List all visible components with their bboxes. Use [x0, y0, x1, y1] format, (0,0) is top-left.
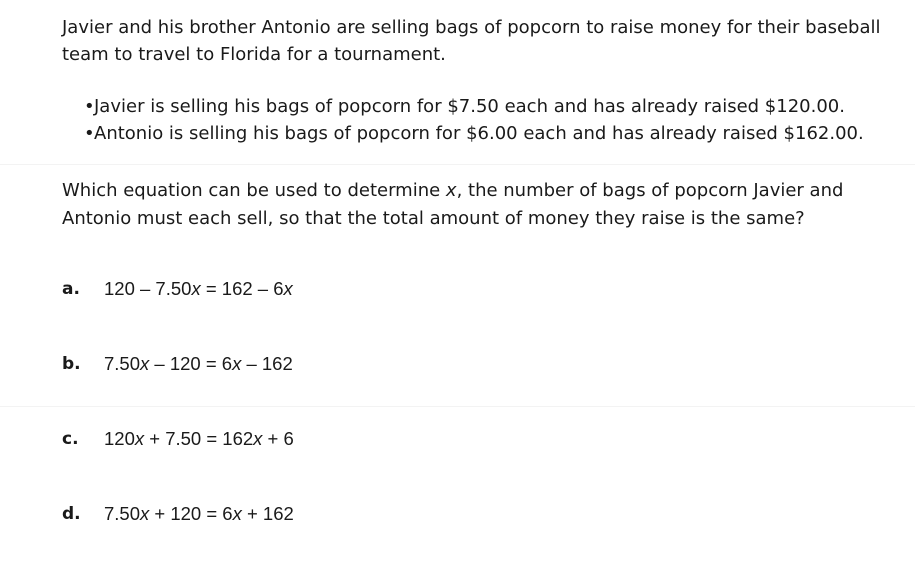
fact-text: Javier is selling his bags of popcorn for $7.50 each and has already raised $120.00.: [94, 96, 845, 117]
bullet-marker: •: [84, 96, 95, 117]
choice-letter: a.: [62, 279, 80, 299]
answer-choice-d[interactable]: [62, 502, 294, 526]
question-variable: x: [445, 180, 457, 201]
choice-equation: 120 – 7.50x = 162 – 6x: [104, 278, 293, 299]
choice-letter: d.: [62, 504, 81, 524]
answer-choice-b[interactable]: [62, 352, 293, 376]
answer-choice-a[interactable]: [62, 277, 293, 301]
question-part: Which equation can be used to determine: [62, 180, 446, 201]
fact-item: [84, 93, 864, 120]
bullet-marker: •: [84, 123, 95, 144]
fact-item: [84, 120, 864, 147]
choice-equation: 7.50x + 120 = 6x + 162: [104, 503, 294, 524]
fact-list: [84, 93, 864, 147]
section-divider: [0, 406, 915, 407]
question-part: , the number of bags of popcorn Javier and Antonio must each sell, so that the total amount of money they raise is the same?: [62, 180, 844, 229]
problem-intro: Javier and his brother Antonio are selling bags of popcorn to raise money for their baseball team to travel to Florida for a tournament.: [62, 17, 881, 65]
choice-letter: c.: [62, 429, 79, 449]
choice-equation: 120x + 7.50 = 162x + 6: [104, 428, 294, 449]
choice-letter: b.: [62, 354, 81, 374]
section-divider: [0, 164, 915, 165]
fact-text: Antonio is selling his bags of popcorn for $6.00 each and has already raised $162.00.: [94, 123, 864, 144]
answer-choice-c[interactable]: [62, 427, 294, 451]
choice-equation: 7.50x – 120 = 6x – 162: [104, 353, 293, 374]
question-text: [62, 177, 902, 233]
